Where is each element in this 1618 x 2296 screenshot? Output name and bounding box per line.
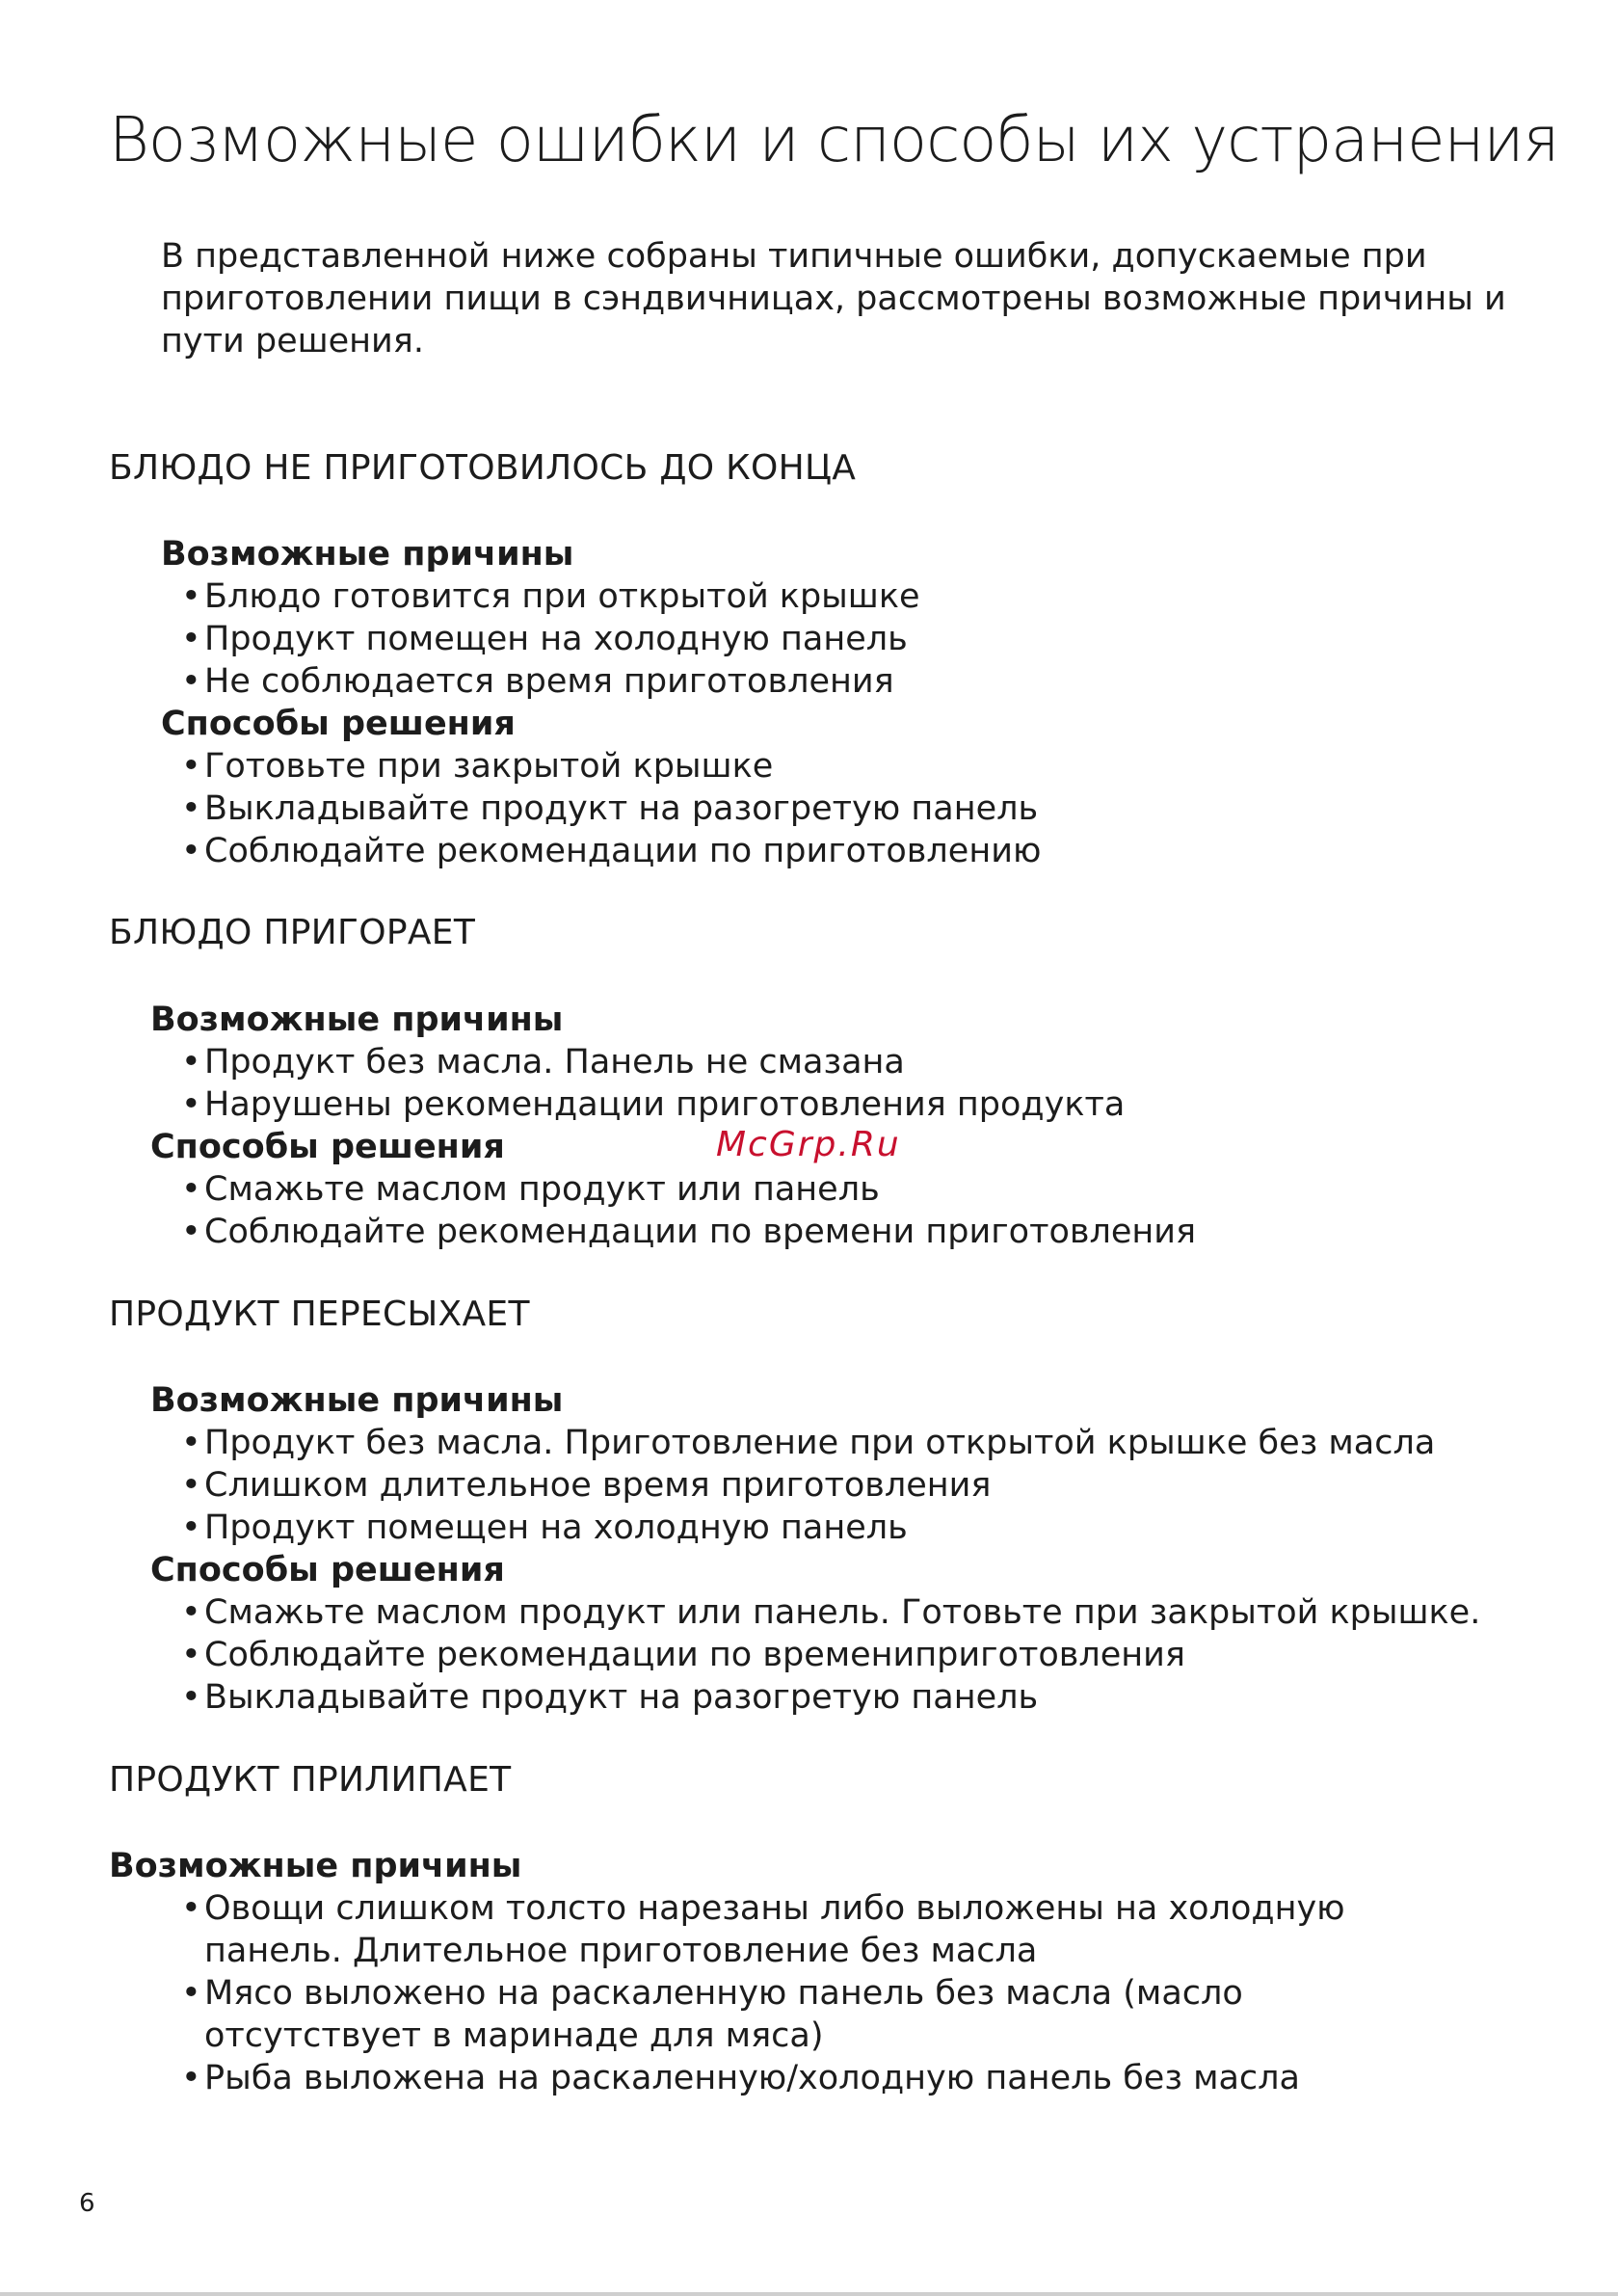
intro-paragraph: В представленной ниже собраны типичные ошибки, допускаемые при приготовлении пищи в сэндвичницах, рассмотрены возможные причины и пути решения. [161, 237, 1506, 360]
list-item: • Продукт без масла. Панель не смазана [181, 1041, 1434, 1083]
section-heading-sticks: ПРОДУКТ ПРИЛИПАЕТ [109, 1760, 512, 1800]
list-item: • Соблюдайте рекомендации по времениприготовления [181, 1634, 1482, 1676]
causes-list [181, 575, 1434, 703]
causes-list [181, 1041, 1434, 1126]
section-heading-undercooked: БЛЮДО НЕ ПРИГОТОВИЛОСЬ ДО КОНЦА [109, 448, 857, 488]
page-title: Возможные ошибки и способы их устранения [109, 105, 1559, 176]
list-item: • Мясо выложено на раскаленную панель без масла (масло отсутствует в маринаде для мяса) [181, 1972, 1463, 2057]
list-item: • Рыба выложена на раскаленную/холодную панель без масла [181, 2057, 1463, 2099]
causes-list [181, 1887, 1463, 2099]
causes-label: Возможные причины [150, 1001, 564, 1039]
list-item: • Выкладывайте продукт на разогретую панель [181, 788, 1434, 830]
list-item: • Смажьте маслом продукт или панель [181, 1168, 1434, 1211]
solutions-label: Способы решения [150, 1128, 505, 1166]
list-item: • Выкладывайте продукт на разогретую панель [181, 1676, 1482, 1719]
list-item: • Блюдо готовится при открытой крышке [181, 575, 1434, 618]
section-heading-dries-out: ПРОДУКТ ПЕРЕСЫХАЕТ [109, 1295, 530, 1334]
causes-label: Возможные причины [161, 535, 574, 574]
list-item: • Смажьте маслом продукт или панель. Готовьте при закрытой крышке. [181, 1591, 1482, 1634]
solutions-list [181, 745, 1434, 872]
page-number: 6 [79, 2189, 95, 2218]
solutions-label: Способы решения [150, 1551, 505, 1589]
watermark: McGrp.Ru [716, 1125, 901, 1164]
list-item: • Нарушены рекомендации приготовления продукта [181, 1083, 1434, 1126]
list-item: • Продукт без масла. Приготовление при открытой крышке без масла [181, 1422, 1482, 1464]
solutions-list [181, 1168, 1434, 1253]
list-item: • Соблюдайте рекомендации по приготовлению [181, 830, 1434, 872]
causes-label: Возможные причины [109, 1847, 522, 1885]
footer-divider [0, 2292, 1618, 2296]
causes-label: Возможные причины [150, 1381, 564, 1420]
solutions-label: Способы решения [161, 705, 516, 743]
list-item: • Овощи слишком толсто нарезаны либо выложены на холодную панель. Длительное приготовление без масла [181, 1887, 1463, 1972]
list-item: • Продукт помещен на холодную панель [181, 618, 1434, 660]
list-item: • Слишком длительное время приготовления [181, 1464, 1482, 1507]
list-item: • Соблюдайте рекомендации по времени приготовления [181, 1211, 1434, 1253]
section-heading-burns: БЛЮДО ПРИГОРАЕТ [109, 913, 476, 952]
list-item: • Продукт помещен на холодную панель [181, 1507, 1482, 1549]
solutions-list [181, 1591, 1482, 1719]
list-item: • Готовьте при закрытой крышке [181, 745, 1434, 788]
list-item: • Не соблюдается время приготовления [181, 660, 1434, 703]
causes-list [181, 1422, 1482, 1549]
